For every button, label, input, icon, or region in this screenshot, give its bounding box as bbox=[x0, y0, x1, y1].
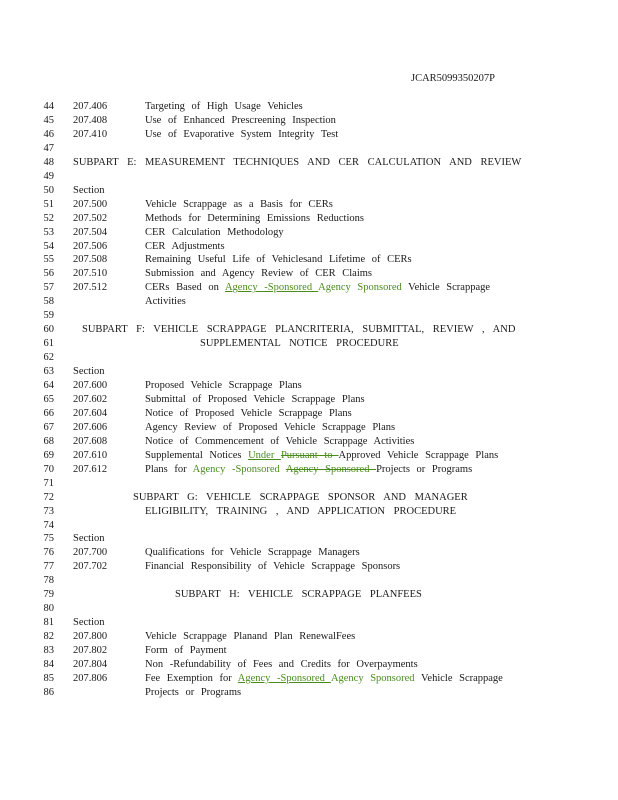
title-text: Supplemental Notices bbox=[145, 449, 249, 461]
title-text: Methods for Determining Emissions Reductions bbox=[145, 212, 364, 224]
subpart-heading: SUBPART F: VEHICLE SCRAPPAGE PLANCRITERIA, SUBMITTAL, REVIEW , AND bbox=[82, 324, 516, 336]
document-line bbox=[0, 214, 618, 228]
title-text: Targeting of High Usage Vehicles bbox=[145, 101, 303, 112]
title-text: Vehicle Scrappage Planand Plan RenewalFees bbox=[145, 631, 356, 643]
title-text: CER Adjustments bbox=[145, 240, 225, 252]
document-line bbox=[0, 618, 618, 632]
section-title bbox=[145, 395, 365, 406]
line-number: 53 bbox=[43, 226, 54, 238]
section-title bbox=[145, 200, 333, 211]
inserted-text: Agency -Sponsored bbox=[237, 672, 331, 684]
document-line bbox=[0, 311, 618, 325]
deleted-text: Pursuant to bbox=[280, 449, 339, 461]
subpart-heading: ELIGIBILITY, TRAINING , AND APPLICATION PROCEDURE bbox=[145, 505, 457, 517]
document-line bbox=[0, 269, 618, 283]
section-title bbox=[145, 423, 395, 434]
section-title bbox=[145, 646, 227, 657]
section-number: 207.406 bbox=[73, 101, 108, 112]
title-text: Fee Exemption for bbox=[145, 672, 238, 684]
section-title bbox=[145, 660, 418, 671]
section-title bbox=[145, 269, 372, 280]
section-title bbox=[145, 562, 400, 573]
page-header: JCAR5099350207P bbox=[411, 73, 496, 84]
line-number: 62 bbox=[43, 352, 54, 364]
document-line bbox=[0, 674, 618, 688]
document-line bbox=[0, 590, 618, 604]
document-line bbox=[0, 158, 618, 172]
line-number: 73 bbox=[43, 505, 54, 517]
section-number: 207.604 bbox=[73, 407, 108, 419]
document-line bbox=[0, 548, 618, 562]
title-text: Approved Vehicle Scrappage Plans bbox=[338, 449, 499, 461]
document-line bbox=[0, 562, 618, 576]
line-number: 72 bbox=[43, 491, 54, 503]
section-number: 207.702 bbox=[73, 561, 108, 573]
section-number: 207.510 bbox=[73, 268, 108, 280]
line-number: 67 bbox=[43, 421, 54, 433]
document-line bbox=[0, 130, 618, 144]
line-number: 80 bbox=[43, 603, 54, 615]
line-number: 52 bbox=[43, 212, 54, 224]
section-number: Section bbox=[73, 366, 105, 378]
section-number: 207.612 bbox=[73, 463, 108, 475]
deleted-text: Agency Sponsored bbox=[285, 463, 377, 475]
document-line bbox=[0, 186, 618, 200]
document-line bbox=[0, 339, 618, 353]
line-number: 59 bbox=[43, 310, 54, 322]
section-title bbox=[145, 548, 360, 559]
line-number: 60 bbox=[43, 324, 54, 336]
section-title bbox=[145, 297, 186, 308]
title-text: Submittal of Proposed Vehicle Scrappage Plans bbox=[145, 393, 365, 405]
subpart-heading: SUBPART H: VEHICLE SCRAPPAGE PLANFEES bbox=[175, 589, 422, 601]
section-number: Section bbox=[73, 184, 105, 196]
line-number: 78 bbox=[43, 575, 54, 587]
title-text: Agency Review of Proposed Vehicle Scrappage Plans bbox=[145, 421, 396, 433]
title-text: Vehicle Scrappage bbox=[401, 282, 491, 294]
document-line bbox=[0, 451, 618, 465]
title-text: Notice of Commencement of Vehicle Scrappage Activities bbox=[145, 435, 415, 447]
title-text: CERs Based on bbox=[145, 282, 225, 294]
inserted-text: Agency -Sponsored bbox=[224, 282, 319, 294]
line-number: 50 bbox=[43, 184, 54, 196]
section-title bbox=[145, 228, 284, 239]
document-line bbox=[0, 688, 618, 702]
line-number: 58 bbox=[43, 296, 54, 308]
section-number: 207.700 bbox=[73, 547, 108, 559]
revised-text: Agency Sponsored bbox=[330, 672, 415, 684]
line-number: 57 bbox=[43, 282, 54, 294]
document-line bbox=[0, 660, 618, 674]
line-number: 46 bbox=[43, 128, 54, 140]
document-line bbox=[0, 479, 618, 493]
section-number: Section bbox=[73, 533, 105, 545]
revised-text: Agency -Sponsored bbox=[192, 463, 286, 475]
section-number: 207.600 bbox=[73, 380, 108, 391]
title-text: Activities bbox=[145, 296, 186, 308]
title-text: Notice of Proposed Vehicle Scrappage Plans bbox=[145, 407, 352, 419]
line-number: 82 bbox=[43, 631, 54, 643]
document-line bbox=[0, 646, 618, 660]
title-text: Proposed Vehicle Scrappage Plans bbox=[145, 380, 302, 391]
section-number: 207.502 bbox=[73, 212, 108, 224]
title-text: Projects or Programs bbox=[145, 686, 242, 698]
section-number: 207.802 bbox=[73, 645, 108, 657]
line-number: 68 bbox=[43, 435, 54, 447]
title-text: Use of Evaporative System Integrity Test bbox=[145, 128, 339, 140]
section-title bbox=[145, 674, 503, 685]
inserted-text: Under bbox=[248, 449, 281, 461]
line-number: 79 bbox=[43, 589, 54, 601]
line-number: 61 bbox=[43, 338, 54, 350]
line-number: 75 bbox=[43, 533, 54, 545]
subpart-heading: SUBPART E: MEASUREMENT TECHNIQUES AND CER CALCULATION AND REVIEW bbox=[73, 156, 522, 168]
line-number: 49 bbox=[43, 170, 54, 182]
title-text: Form of Payment bbox=[145, 645, 227, 657]
section-number: 207.508 bbox=[73, 254, 108, 266]
document-line bbox=[0, 102, 618, 116]
line-number: 47 bbox=[43, 142, 54, 154]
title-text: Financial Responsibility of Vehicle Scrappage Sponsors bbox=[145, 561, 401, 573]
title-text: Vehicle Scrappage as a Basis for CERs bbox=[145, 198, 333, 210]
line-number: 65 bbox=[43, 393, 54, 405]
document-line bbox=[0, 381, 618, 395]
line-number: 74 bbox=[43, 519, 54, 531]
subpart-heading: SUPPLEMENTAL NOTICE PROCEDURE bbox=[200, 338, 399, 350]
document-line bbox=[0, 395, 618, 409]
line-number: 71 bbox=[43, 477, 54, 489]
line-number: 70 bbox=[43, 463, 54, 475]
section-title bbox=[145, 116, 336, 127]
line-number: 86 bbox=[43, 686, 54, 698]
section-number: 207.800 bbox=[73, 631, 108, 643]
document-line bbox=[0, 255, 618, 269]
document-line bbox=[0, 200, 618, 214]
document-line bbox=[0, 604, 618, 618]
document-line bbox=[0, 172, 618, 186]
title-text: Projects or Programs bbox=[376, 463, 473, 475]
document-line bbox=[0, 465, 618, 479]
document-line bbox=[0, 632, 618, 646]
document-line bbox=[0, 242, 618, 256]
section-title bbox=[145, 688, 241, 699]
section-title bbox=[145, 632, 355, 643]
document-line bbox=[0, 353, 618, 367]
document-line bbox=[0, 283, 618, 297]
section-title bbox=[145, 283, 490, 294]
document-line bbox=[0, 325, 618, 339]
section-title bbox=[145, 255, 412, 266]
line-number: 83 bbox=[43, 645, 54, 657]
title-text: Plans for bbox=[145, 463, 193, 475]
line-number: 56 bbox=[43, 268, 54, 280]
line-number: 81 bbox=[43, 617, 54, 629]
section-title bbox=[145, 409, 352, 420]
document-line bbox=[0, 507, 618, 521]
title-text: CER Calculation Methodology bbox=[145, 226, 284, 238]
document-line bbox=[0, 423, 618, 437]
subpart-heading: SUBPART G: VEHICLE SCRAPPAGE SPONSOR AND MANAGER bbox=[133, 491, 468, 503]
section-number: 207.504 bbox=[73, 226, 108, 238]
document-line bbox=[0, 493, 618, 507]
section-number: 207.610 bbox=[73, 449, 108, 461]
document-line bbox=[0, 409, 618, 423]
line-number: 69 bbox=[43, 449, 54, 461]
revised-text: Agency Sponsored bbox=[318, 282, 402, 294]
line-number: 64 bbox=[43, 380, 54, 391]
section-number: 207.500 bbox=[73, 198, 108, 210]
section-title bbox=[145, 381, 302, 392]
line-number: 77 bbox=[43, 561, 54, 573]
section-number: 207.408 bbox=[73, 114, 108, 126]
section-number: 207.602 bbox=[73, 393, 108, 405]
line-number: 55 bbox=[43, 254, 54, 266]
section-title bbox=[145, 242, 225, 253]
title-text: Vehicle Scrappage bbox=[414, 672, 503, 684]
title-text: Submission and Agency Review of CER Claims bbox=[145, 268, 372, 280]
line-number: 44 bbox=[43, 101, 54, 112]
document-line bbox=[0, 144, 618, 158]
section-number: 207.608 bbox=[73, 435, 108, 447]
line-number: 48 bbox=[43, 156, 54, 168]
section-number: 207.506 bbox=[73, 240, 108, 252]
section-number: Section bbox=[73, 617, 105, 629]
section-number: 207.512 bbox=[73, 282, 108, 294]
title-text: Remaining Useful Life of Vehiclesand Lifetime of CERs bbox=[145, 254, 412, 266]
section-title bbox=[145, 437, 414, 448]
section-title bbox=[145, 102, 303, 113]
title-text: Non -Refundability of Fees and Credits for Overpayments bbox=[145, 659, 418, 670]
document-line bbox=[0, 534, 618, 548]
title-text: Use of Enhanced Prescreening Inspection bbox=[145, 114, 336, 126]
section-title bbox=[145, 465, 472, 476]
title-text: Qualifications for Vehicle Scrappage Managers bbox=[145, 547, 360, 559]
line-number: 45 bbox=[43, 114, 54, 126]
section-title bbox=[145, 214, 364, 225]
line-number: 76 bbox=[43, 547, 54, 559]
section-number: 207.806 bbox=[73, 672, 108, 684]
section-title bbox=[145, 451, 498, 462]
section-number: 207.606 bbox=[73, 421, 108, 433]
line-number: 85 bbox=[43, 672, 54, 684]
line-number: 51 bbox=[43, 198, 54, 210]
document-line bbox=[0, 367, 618, 381]
line-number: 63 bbox=[43, 366, 54, 378]
document-line bbox=[0, 297, 618, 311]
section-title bbox=[145, 130, 338, 141]
line-number: 54 bbox=[43, 240, 54, 252]
document-line bbox=[0, 521, 618, 535]
section-number: 207.410 bbox=[73, 128, 108, 140]
document-line bbox=[0, 116, 618, 130]
line-number: 66 bbox=[43, 407, 54, 419]
section-number: 207.804 bbox=[73, 659, 108, 670]
document-line bbox=[0, 437, 618, 451]
line-number: 84 bbox=[43, 659, 54, 670]
document-line bbox=[0, 228, 618, 242]
document-line bbox=[0, 576, 618, 590]
